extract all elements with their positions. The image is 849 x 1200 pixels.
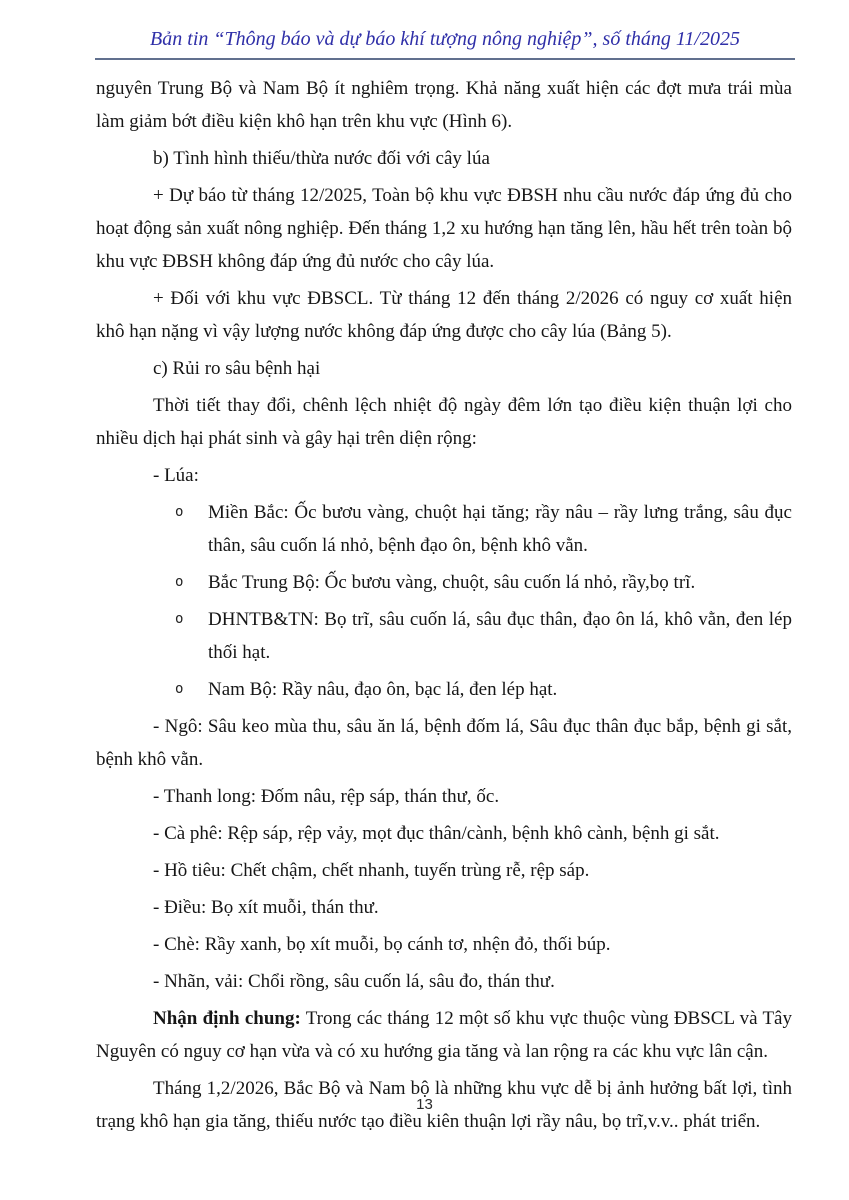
paragraph-crop-pepper: - Hồ tiêu: Chết chậm, chết nhanh, tuyến trùng rễ, rệp sáp. xyxy=(153,860,590,881)
paragraph-forecast-dbsh: + Dự báo từ tháng 12/2025, Toàn bộ khu vực ĐBSH nhu cầu nước đáp ứng đủ cho hoạt động sản xuất nông nghiệp. Đến tháng 1,2 xu hướng hạn tăng lên, hầu hết trên toàn bộ khu vực ĐBSH không đáp ứng đủ nước cho cây lúa. xyxy=(96,185,792,272)
paragraph-crop-maize: - Ngô: Sâu keo mùa thu, sâu ăn lá, bệnh đốm lá, Sâu đục thân đục bắp, bệnh gi sắt, bệnh khô vằn. xyxy=(96,716,792,770)
circle-bullet-icon: o xyxy=(175,504,184,520)
list-item-text: DHNTB&TN: Bọ trĩ, sâu cuốn lá, sâu đục thân, đạo ôn lá, khô vằn, đen lép thối hạt. xyxy=(208,609,792,663)
bulletin-header-title: Bản tin “Thông báo và dự báo khí tượng nông nghiệp”, số tháng 11/2025 xyxy=(150,28,740,50)
list-item-dhntb-tn xyxy=(96,603,792,669)
heading-section-c: c) Rủi ro sâu bệnh hại xyxy=(153,358,321,379)
page-header xyxy=(0,0,849,60)
paragraph-outlook-2026: Tháng 1,2/2026, Bắc Bộ và Nam bộ là những khu vực dễ bị ảnh hưởng bất lợi, tình trạng khô hạn gia tăng, thiếu nước tạo điều kiên thuận lợi rầy nâu, bọ trĩ,v.v.. phát triển. xyxy=(96,1078,792,1132)
heading-section-b: b) Tình hình thiếu/thừa nước đối với cây lúa xyxy=(153,148,490,169)
paragraph-weather-pests: Thời tiết thay đổi, chênh lệch nhiệt độ ngày đêm lớn tạo điều kiện thuận lợi cho nhiều dịch hại phát sinh và gây hại trên diện rộng: xyxy=(96,395,792,449)
paragraph-crop-tea: - Chè: Rầy xanh, bọ xít muỗi, bọ cánh tơ, nhện đỏ, thối búp. xyxy=(153,934,611,955)
paragraph-crop-coffee: - Cà phê: Rệp sáp, rệp vảy, mọt đục thân/cành, bệnh khô cành, bệnh gi sắt. xyxy=(153,823,720,844)
list-item-mien-bac xyxy=(96,496,792,562)
paragraph-drought-continuation: nguyên Trung Bộ và Nam Bộ ít nghiêm trọng. Khả năng xuất hiện các đợt mưa trái mùa làm giảm bớt điều kiện khô hạn trên khu vực (Hình 6). xyxy=(96,78,792,132)
general-assessment-label: Nhận định chung: xyxy=(153,1008,301,1029)
page-footer xyxy=(0,1096,849,1113)
page-content xyxy=(0,60,849,1138)
paragraph-crop-longan-lychee: - Nhãn, vải: Chổi rồng, sâu cuốn lá, sâu đo, thán thư. xyxy=(153,971,555,992)
circle-bullet-icon: o xyxy=(175,681,184,697)
page-number: 13 xyxy=(416,1096,433,1113)
list-item-nam-bo xyxy=(96,673,792,706)
list-item-text: Nam Bộ: Rầy nâu, đạo ôn, bạc lá, đen lép hạt. xyxy=(208,679,558,700)
paragraph-crop-cashew: - Điều: Bọ xít muỗi, thán thư. xyxy=(153,897,379,918)
general-assessment-text: Trong các tháng 12 một số khu vực thuộc vùng ĐBSCL và Tây Nguyên có nguy cơ hạn vừa và có xu hướng gia tăng và lan rộng ra các khu vực lân cận. xyxy=(96,1008,792,1062)
list-item-text: Bắc Trung Bộ: Ốc bươu vàng, chuột, sâu cuốn lá nhỏ, rầy,bọ trĩ. xyxy=(208,572,696,593)
circle-bullet-icon: o xyxy=(175,574,184,590)
list-item-bac-trung-bo xyxy=(96,566,792,599)
paragraph-general-assessment xyxy=(96,1002,792,1068)
paragraph-forecast-dbscl: + Đối với khu vực ĐBSCL. Từ tháng 12 đến tháng 2/2026 có nguy cơ xuất hiện khô hạn nặng vì vậy lượng nước không đáp ứng được cho cây lúa (Bảng 5). xyxy=(96,288,792,342)
paragraph-crop-dragonfruit: - Thanh long: Đốm nâu, rệp sáp, thán thư, ốc. xyxy=(153,786,500,807)
list-item-text: Miền Bắc: Ốc bươu vàng, chuột hại tăng; rầy nâu – rầy lưng trắng, sâu đục thân, sâu cuốn lá nhỏ, bệnh đạo ôn, bệnh khô vằn. xyxy=(208,502,792,556)
circle-bullet-icon: o xyxy=(175,611,184,627)
list-label-rice: - Lúa: xyxy=(153,465,199,486)
